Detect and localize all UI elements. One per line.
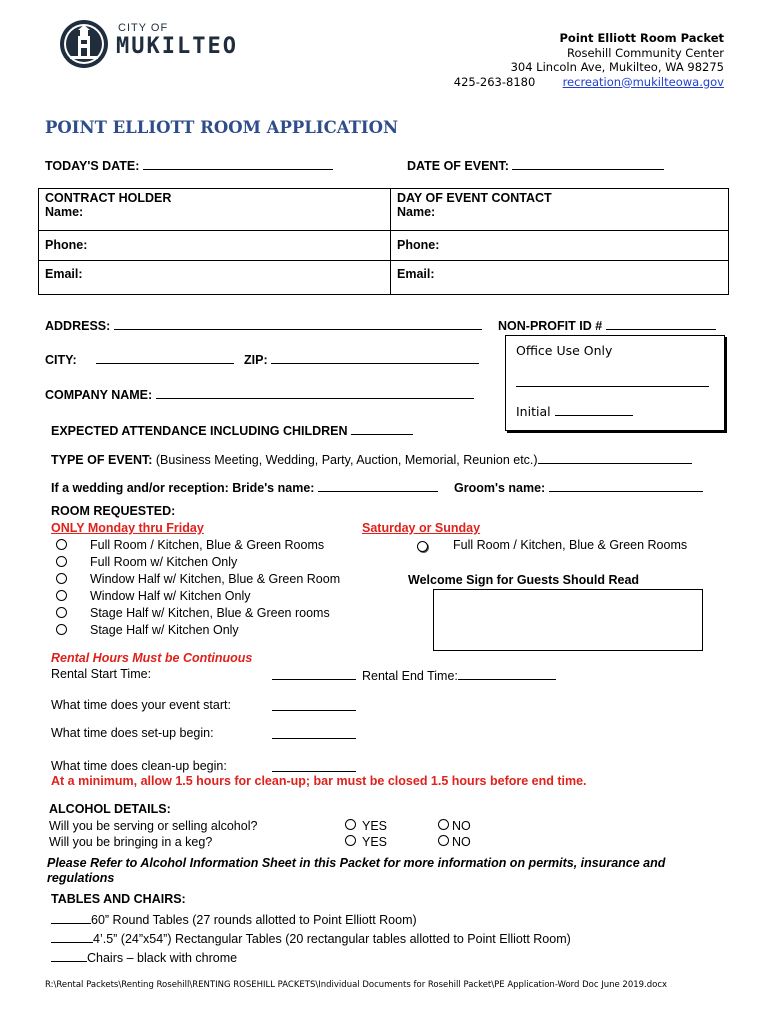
page-title: POINT ELLIOTT ROOM APPLICATION [45, 118, 399, 137]
event-start-input[interactable] [272, 710, 356, 711]
tables-heading: TABLES AND CHAIRS: [51, 892, 186, 906]
weekday-option-label: Stage Half w/ Kitchen, Blue & Green rooms [90, 606, 330, 620]
rental-start-label: Rental Start Time: [51, 667, 152, 681]
address-field[interactable] [45, 317, 482, 333]
company-field[interactable] [45, 386, 474, 402]
date-of-event-field[interactable] [407, 157, 664, 173]
attendance-field[interactable] [51, 422, 413, 438]
alcohol-q1-yes-radio[interactable] [345, 819, 356, 830]
round-tables-label: 60” Round Tables (27 rounds allotted to Point Elliott Room) [91, 913, 417, 927]
alcohol-q1-label: Will you be serving or selling alcohol? [49, 819, 258, 833]
rect-tables-field[interactable] [51, 930, 571, 946]
office-use-line [516, 386, 709, 387]
cleanup-label: What time does clean-up begin: [51, 759, 227, 773]
weekday-option-radio[interactable] [56, 607, 67, 618]
groom-name-field[interactable] [454, 479, 703, 495]
alcohol-note-line1: Please Refer to Alcohol Information Sheet in this Packet for more information on permits, insurance and [47, 856, 666, 870]
type-of-event-label: TYPE OF EVENT: [51, 453, 153, 467]
contract-holder-phone-label: Phone: [45, 238, 88, 252]
contact-table [38, 188, 729, 295]
bride-name-field[interactable] [51, 479, 438, 495]
alcohol-note [47, 856, 665, 886]
contract-holder-name-label: Name: [45, 205, 84, 219]
weekday-option-label: Stage Half w/ Kitchen Only [90, 623, 239, 637]
weekday-option-radio[interactable] [56, 556, 67, 567]
day-contact-email-label: Email: [397, 267, 435, 281]
type-of-event-hint: (Business Meeting, Wedding, Party, Auction, Memorial, Reunion etc.) [155, 453, 538, 467]
address-label: ADDRESS: [45, 319, 111, 333]
contact-phone: 425-263-8180 [453, 74, 536, 89]
office-initial-field [516, 403, 633, 419]
weekday-option-label: Full Room / Kitchen, Blue & Green Rooms [90, 538, 325, 552]
contract-holder-heading: CONTRACT HOLDER [45, 191, 172, 205]
nonprofit-field[interactable] [498, 317, 716, 333]
city-logo [58, 16, 268, 72]
city-label: CITY: [45, 353, 77, 367]
todays-date-label: TODAY'S DATE: [45, 159, 140, 173]
venue-address: 304 Lincoln Ave, Mukilteo, WA 98275 [510, 60, 724, 74]
day-contact-phone-label: Phone: [397, 238, 440, 252]
room-requested-heading: ROOM REQUESTED: [51, 504, 176, 518]
alcohol-q1-yes-label: YES [362, 819, 388, 833]
lighthouse-emblem-icon [58, 18, 110, 70]
zip-label: ZIP: [244, 353, 268, 367]
packet-title: Point Elliott Room Packet [559, 31, 724, 45]
venue-name: Rosehill Community Center [566, 45, 724, 60]
nonprofit-label: NON-PROFIT ID # [498, 319, 603, 333]
alcohol-q2-no-radio[interactable] [438, 835, 449, 846]
header-contact [454, 31, 724, 89]
alcohol-note-line2: regulations [47, 871, 115, 885]
weekday-option-radio[interactable] [56, 539, 67, 550]
office-use-box [505, 335, 725, 431]
alcohol-q2-label: Will you be bringing in a keg? [49, 835, 213, 849]
chairs-field[interactable] [51, 949, 237, 965]
contract-holder-email-cell[interactable] [39, 261, 391, 295]
weekday-option-radio[interactable] [56, 624, 67, 635]
contact-line [454, 75, 724, 90]
day-contact-name-label: Name: [397, 205, 436, 219]
setup-input[interactable] [272, 738, 356, 739]
contract-holder-phone-cell[interactable] [39, 231, 391, 261]
contact-email-link[interactable]: recreation@mukilteowa.gov [562, 74, 724, 89]
rect-tables-label: 4’.5” (24”x54”) Rectangular Tables (20 rectangular tables allotted to Point Elliott Room) [93, 932, 571, 946]
welcome-sign-box[interactable] [433, 589, 703, 651]
initial-label: Initial [516, 404, 551, 419]
weekday-heading: ONLY Monday thru Friday [51, 521, 204, 535]
alcohol-heading: ALCOHOL DETAILS: [49, 802, 171, 816]
bride-name-label: If a wedding and/or reception: Bride's name: [51, 481, 315, 495]
footer-file-path: R:\Rental Packets\Renting Rosehill\RENTING ROSEHILL PACKETS\Individual Documents for Rosehill Packet\PE Application-Word Doc June 2019.docx [45, 980, 668, 990]
weekend-heading: Saturday or Sunday [362, 521, 481, 535]
weekend-option-label: Full Room / Kitchen, Blue & Green Rooms [453, 538, 688, 552]
alcohol-q2-no-label: NO [452, 835, 471, 849]
date-of-event-label: DATE OF EVENT: [407, 159, 509, 173]
company-label: COMPANY NAME: [45, 388, 153, 402]
type-of-event-field[interactable] [51, 451, 692, 467]
weekday-option-radio[interactable] [56, 573, 67, 584]
day-contact-name-cell[interactable] [391, 189, 729, 231]
weekend-option-radio[interactable] [417, 541, 428, 552]
logo-city-of: CITY OF [118, 22, 169, 34]
city-field[interactable] [45, 351, 234, 367]
day-contact-phone-cell[interactable] [391, 231, 729, 261]
alcohol-q2-yes-radio[interactable] [345, 835, 356, 846]
groom-name-label: Groom's name: [454, 481, 546, 495]
round-tables-field[interactable] [51, 911, 417, 927]
day-contact-heading: DAY OF EVENT CONTACT [397, 191, 552, 205]
welcome-sign-label: Welcome Sign for Guests Should Read [408, 573, 640, 587]
todays-date-field[interactable] [45, 157, 333, 173]
weekday-option-radio[interactable] [56, 590, 67, 601]
contract-holder-name-cell[interactable] [39, 189, 391, 231]
alcohol-q1-no-radio[interactable] [438, 819, 449, 830]
zip-field[interactable] [244, 351, 479, 367]
rental-end-field[interactable] [362, 667, 556, 683]
weekday-option-label: Full Room w/ Kitchen Only [90, 555, 238, 569]
setup-label: What time does set-up begin: [51, 726, 214, 740]
alcohol-q1-no-label: NO [452, 819, 471, 833]
day-contact-email-cell[interactable] [391, 261, 729, 295]
rental-end-label: Rental End Time: [362, 669, 458, 683]
event-start-label: What time does your event start: [51, 698, 231, 712]
cleanup-note: At a minimum, allow 1.5 hours for clean-up; bar must be closed 1.5 hours before end time. [51, 774, 587, 788]
cleanup-input[interactable] [272, 771, 356, 772]
attendance-label: EXPECTED ATTENDANCE INCLUDING CHILDREN [51, 424, 348, 438]
logo-mukilteo: MUKILTEO [116, 34, 238, 59]
alcohol-q2-yes-label: YES [362, 835, 388, 849]
weekday-option-label: Window Half w/ Kitchen, Blue & Green Room [90, 572, 341, 586]
weekday-option-label: Window Half w/ Kitchen Only [90, 589, 251, 603]
chairs-label: Chairs – black with chrome [87, 951, 238, 965]
contract-holder-email-label: Email: [45, 267, 83, 281]
office-use-label: Office Use Only [516, 343, 613, 358]
rental-start-input[interactable] [272, 679, 356, 680]
continuous-note: Rental Hours Must be Continuous [51, 651, 253, 665]
